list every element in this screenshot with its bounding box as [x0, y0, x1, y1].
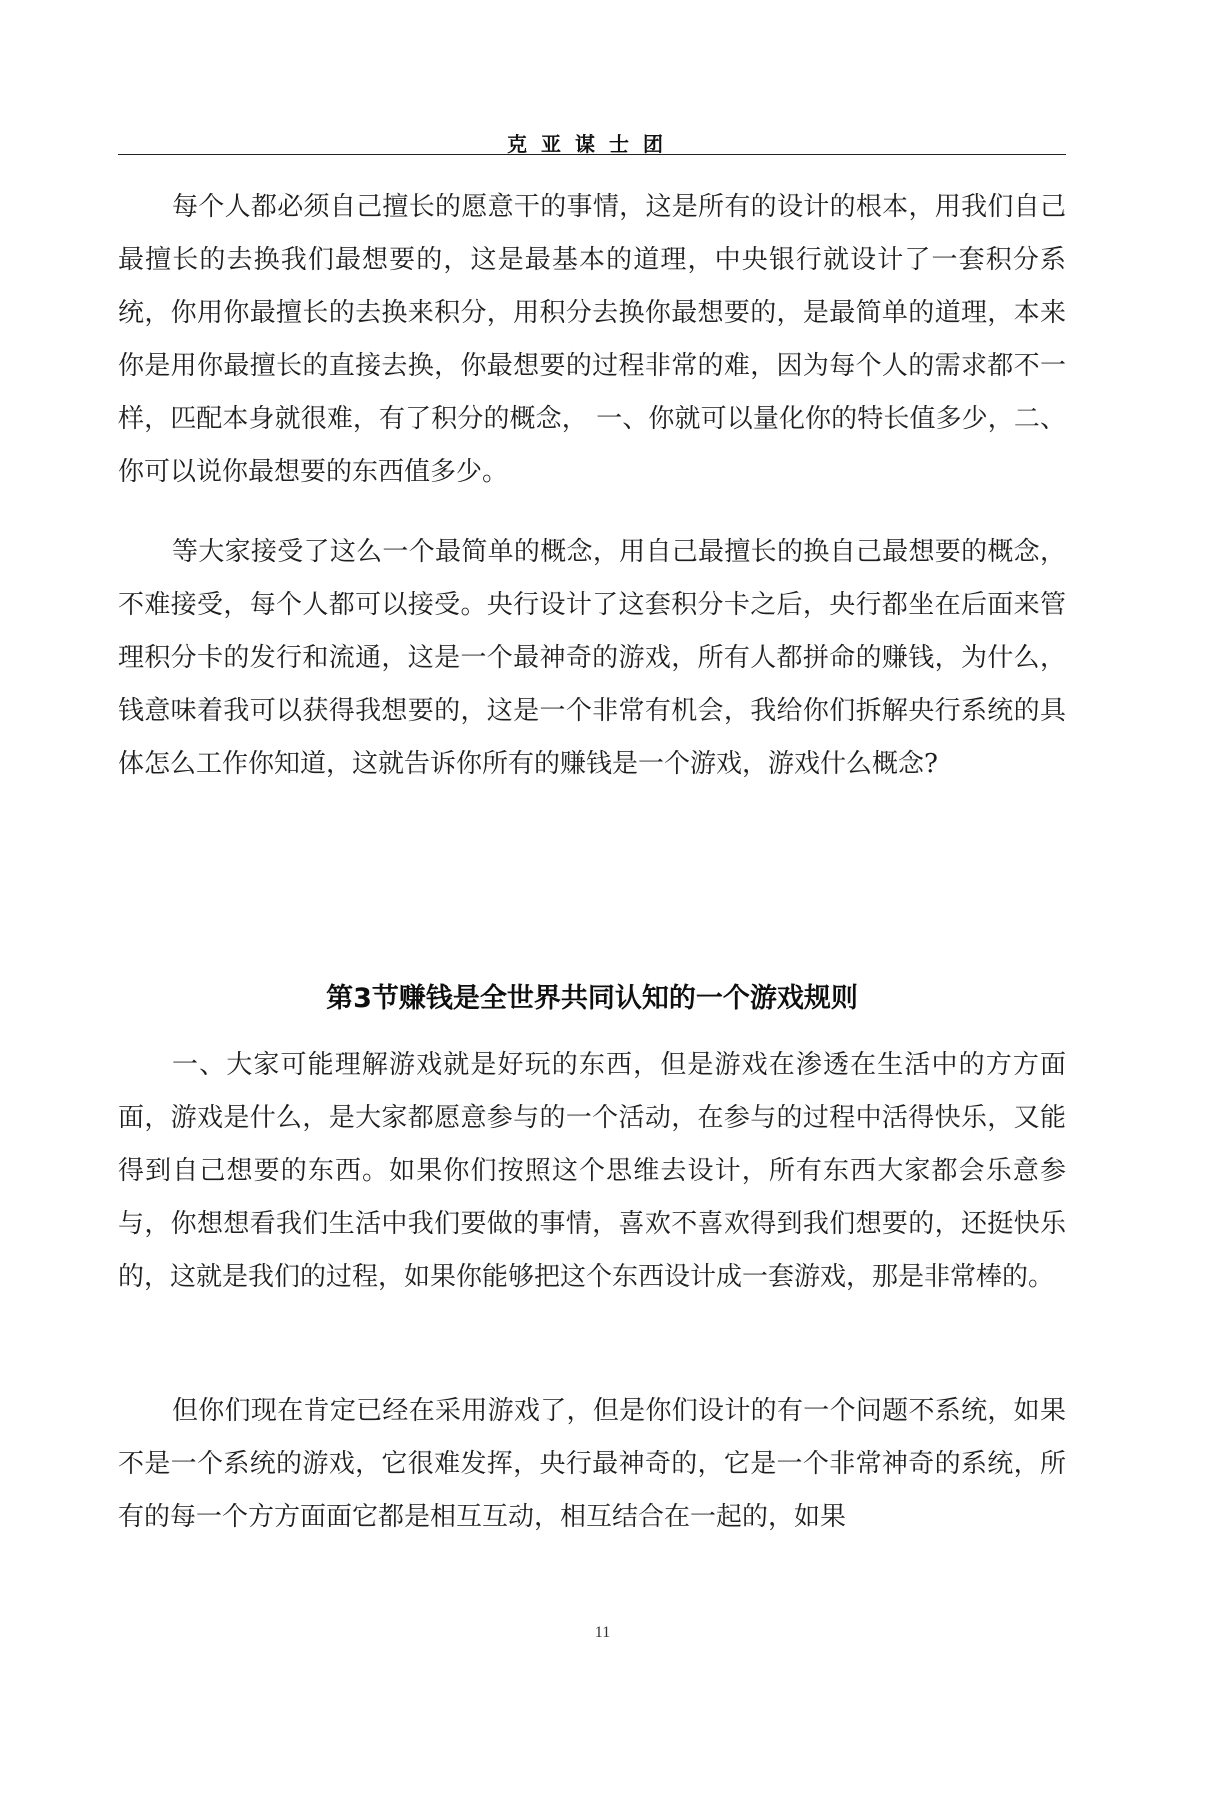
page-number: 11 — [594, 1624, 611, 1641]
paragraph: 一、大家可能理解游戏就是好玩的东西，但是游戏在渗透在生活中的方方面面，游戏是什么，是大家都愿意参与的一个活动，在参与的过程中活得快乐，又能得到自己想要的东西。如果你们按照这个思维去设计，所有东西大家都会乐意参与，你想想看我们生活中我们要做的事情，喜欢不喜欢得到我们想要的，还挺快乐的，这就是我们的过程，如果你能够把这个东西设计成一套游戏，那是非常棒的。 — [118, 1050, 1066, 1292]
paragraph: 每个人都必须自己擅长的愿意干的事情，这是所有的设计的根本，用我们自己最擅长的去换我们最想要的，这是最基本的道理，中央银行就设计了一套积分系统，你用你最擅长的去换来积分，用积分去换你最想要的，是最简单的道理，本来你是用你最擅长的直接去换，你最想要的过程非常的难，因为每个人的需求都不一样，匹配本身就很难，有了积分的概念， 一、你就可以量化你的特长值多少，二、你可以说你最想要的东西值多少。 — [118, 192, 1066, 487]
body-text-bottom — [118, 1039, 1066, 1304]
body-text-top — [118, 181, 1066, 499]
running-header: 克亚谋士团 — [507, 132, 677, 156]
section-title: 第3节赚钱是全世界共同认知的一个游戏规则 — [326, 983, 858, 1014]
paragraph: 等大家接受了这么一个最简单的概念，用自己最擅长的换自己最想要的概念，不难接受，每个人都可以接受。央行设计了这套积分卡之后，央行都坐在后面来管理积分卡的发行和流通，这是一个最神奇的游戏，所有人都拼命的赚钱，为什么，钱意味着我可以获得我想要的，这是一个非常有机会，我给你们拆解央行系统的具体怎么工作你知道，这就告诉你所有的赚钱是一个游戏，游戏什么概念? — [118, 537, 1066, 779]
paragraph: 但你们现在肯定已经在采用游戏了，但是你们设计的有一个问题不系统，如果不是一个系统的游戏，它很难发挥，央行最神奇的，它是一个非常神奇的系统，所有的每一个方方面面它都是相互互动，相互结合在一起的，如果 — [118, 1396, 1066, 1532]
header-rule — [118, 154, 1066, 155]
body-text-top-2 — [118, 526, 1066, 791]
body-text-bottom-2 — [118, 1385, 1066, 1544]
